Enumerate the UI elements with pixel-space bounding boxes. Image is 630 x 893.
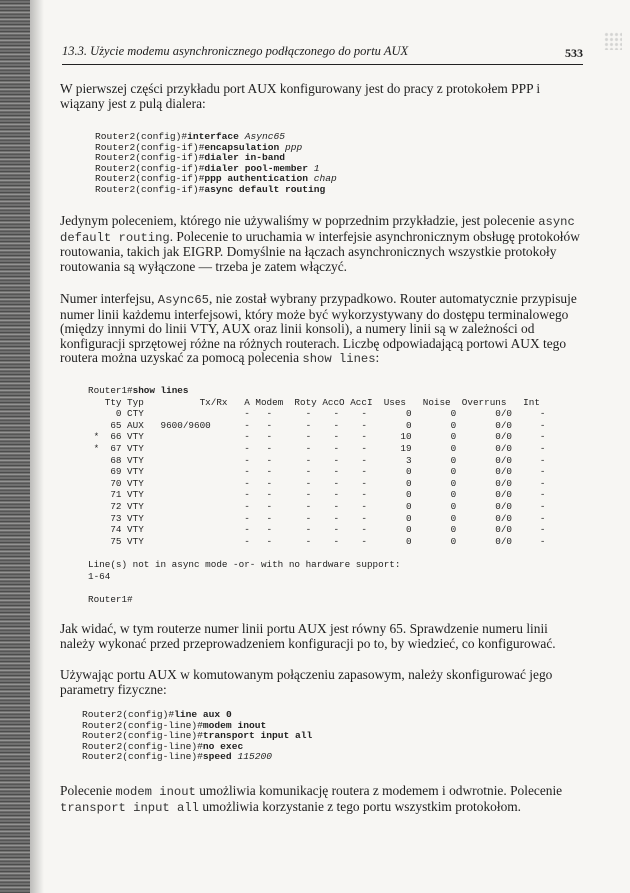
- paragraph-aux-line-number: Jak widać, w tym routerze numer linii portu AUX jest równy 65. Sprawdzenie numeru linii należy wykonać przed przeprowadzeniem konfiguracji po to, by wiedzieć, co konfigurować.: [60, 621, 556, 651]
- cli-prompt: Router1#: [88, 593, 133, 605]
- cli-prompt: Router2(config-line)#: [82, 730, 203, 742]
- aux-config-line: [82, 751, 272, 762]
- config-line: [95, 184, 325, 195]
- cli-prompt: Router1#: [88, 385, 133, 396]
- inline-code-async65: Async65: [157, 293, 209, 307]
- config-line: [95, 173, 337, 184]
- config-line: [95, 163, 320, 174]
- table-row: 71 VTY - - - - - 0 0 0/0 -: [88, 489, 546, 501]
- table-row: 73 VTY - - - - - 0 0 0/0 -: [88, 512, 546, 524]
- cli-argument: 115200: [231, 751, 273, 763]
- code-block-interface-config: [95, 132, 337, 196]
- table-row: 70 VTY - - - - - 0 0 0/0 -: [88, 477, 546, 489]
- cli-command: encapsulation: [204, 141, 280, 153]
- paragraph-async-default-routing: Jedynym poleceniem, którego nie używaliśmy w poprzednim przykładzie, jest polecenie async default routing. Polecenie to uruchamia w interfejsie asynchronicznym obsługę protokołów routowania, takich jak EIGRP. Domyślnie na łączach asynchronicznych wszystkie protokoły routowania są wyłączone — trzeba je zatem włączyć.: [60, 213, 580, 274]
- code-block-show-lines-output: [88, 385, 545, 605]
- binding-fade: [30, 0, 44, 893]
- cli-prompt: Router2(config-if)#: [95, 173, 205, 185]
- config-line: [95, 152, 285, 163]
- paragraph-intro: W pierwszej części przykładu port AUX konfigurowany jest do pracy z protokołem PPP i wiązany jest z pulą dialera:: [60, 81, 541, 111]
- aux-config-line: [82, 741, 243, 752]
- table-row: 74 VTY - - - - - 0 0 0/0 -: [88, 524, 546, 536]
- cli-prompt: Router2(config-if)#: [95, 141, 205, 153]
- table-header-row: Tty Typ Tx/Rx A Modem Roty AccO AccI Uses Noise Overruns Int: [88, 396, 540, 408]
- footer-note: Line(s) not in async mode -or- with no hardware support:: [88, 558, 401, 570]
- inline-code-async-default-routing: async default routing: [60, 215, 575, 245]
- config-line: [95, 131, 285, 142]
- cli-command: ppp authentication: [204, 173, 309, 185]
- cli-command: show lines: [132, 385, 189, 396]
- cli-command: dialer pool-member: [204, 162, 309, 174]
- aux-config-line: [82, 720, 266, 731]
- aux-config-line: [82, 730, 312, 741]
- cli-argument: ppp: [279, 141, 303, 153]
- cli-command: modem inout: [202, 719, 267, 731]
- cli-prompt: Router2(config-line)#: [82, 740, 203, 752]
- show-lines-command-line: [88, 385, 188, 396]
- chapter-section-title: 13.3. Użycie modemu asynchronicznego podłączonego do portu AUX: [62, 44, 409, 58]
- cli-prompt: Router2(config-line)#: [82, 751, 203, 763]
- cli-command: line aux: [174, 709, 221, 720]
- inline-code-modem-inout: modem inout: [115, 785, 196, 799]
- cli-prompt: Router2(config-if)#: [95, 183, 205, 195]
- cli-argument: 0: [220, 709, 232, 720]
- cli-command: async default routing: [204, 183, 326, 195]
- cli-command: no exec: [202, 740, 244, 752]
- cli-prompt: Router2(config-if)#: [95, 152, 205, 164]
- cli-command: dialer in-band: [204, 152, 285, 164]
- cli-argument: Async65: [238, 131, 286, 142]
- aux-config-line: [82, 709, 232, 720]
- cli-prompt: Router2(config-if)#: [95, 162, 205, 174]
- table-row: 69 VTY - - - - - 0 0 0/0 -: [88, 466, 546, 478]
- cli-argument: chap: [308, 173, 337, 185]
- paragraph-modem-inout: Polecenie modem inout umożliwia komunikację routera z modemem i odwrotnie. Polecenie transport input all umożliwia korzystanie z tego portu wszystkim protokołom.: [60, 783, 563, 815]
- code-block-line-aux-config: [82, 710, 312, 763]
- cli-command: speed: [202, 751, 232, 763]
- inline-code-show-lines: show lines: [302, 352, 376, 367]
- footer-note-range: 1-64: [88, 570, 111, 582]
- config-line: [95, 142, 302, 153]
- table-row: 72 VTY - - - - - 0 0 0/0 -: [88, 500, 546, 512]
- table-row: 0 CTY - - - - - 0 0 0/0 -: [88, 408, 546, 420]
- paragraph-aux-physical: Używając portu AUX w komutowanym połączeniu zapasowym, należy skonfigurować jego parametry fizyczne:: [60, 667, 553, 697]
- running-header: [62, 42, 583, 65]
- table-row: * 67 VTY - - - - - 19 0 0/0 -: [88, 442, 546, 454]
- cli-prompt: Router2(config)#: [95, 131, 188, 142]
- cli-command: transport input all: [202, 730, 313, 742]
- cli-prompt: Router2(config-line)#: [82, 719, 203, 731]
- inline-code-transport-input-all: transport input all: [60, 800, 199, 815]
- page-number: 533: [565, 46, 583, 60]
- table-row: 75 VTY - - - - - 0 0 0/0 -: [88, 535, 546, 547]
- table-row: 68 VTY - - - - - 3 0 0/0 -: [88, 454, 546, 466]
- cli-command: interface: [187, 131, 239, 142]
- cli-prompt: Router2(config)#: [82, 709, 175, 720]
- book-binding-shadow: [0, 0, 30, 893]
- table-row: * 66 VTY - - - - - 10 0 0/0 -: [88, 431, 546, 443]
- table-row: 65 AUX 9600/9600 - - - - - 0 0 0/0 -: [88, 419, 546, 431]
- scan-speckle: [604, 32, 622, 50]
- paragraph-interface-number: Numer interfejsu, Async65, nie został wybrany przypadkowo. Router automatycznie przypisuje numer linii każdemu interfejsowi, który może być wykorzystywany do dostępu terminalowego (między innymi do linii VTY, AUX oraz linii konsoli), a numery linii są w zależności od konfiguracji sprzętowej różne na różnych routerach. Liczbę odpowiadającą portowi AUX tego routera można uzyskać za pomocą polecenia show lines:: [60, 291, 577, 367]
- cli-argument: 1: [308, 162, 320, 174]
